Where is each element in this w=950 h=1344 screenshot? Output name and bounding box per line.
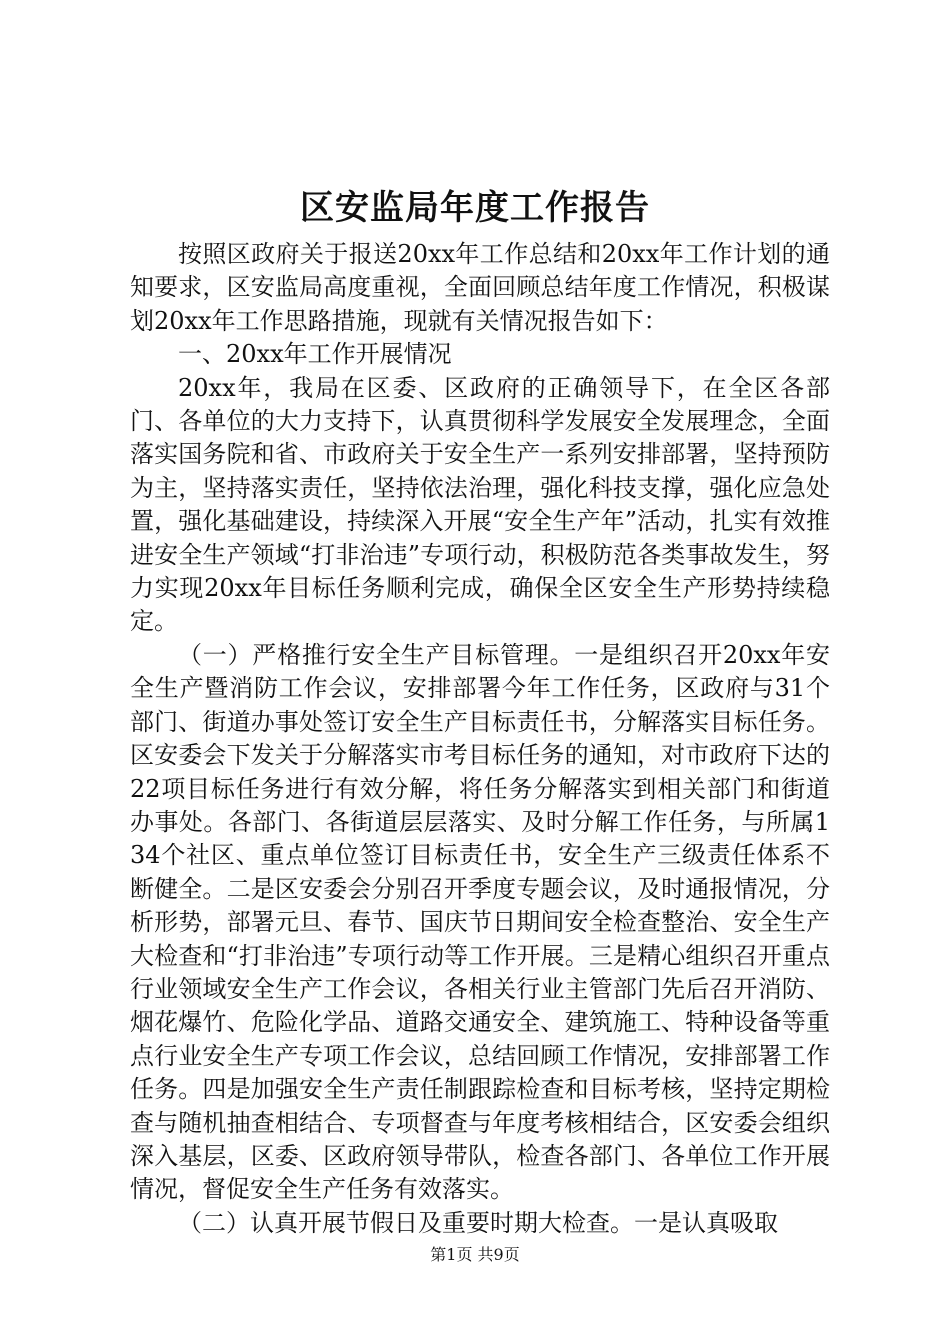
paragraph-overview: 20xx年，我局在区委、区政府的正确领导下，在全区各部门、各单位的大力支持下，认真贯彻科学发展安全发展理念，全面落实国务院和省、市政府关于安全生产一系列安排部署，坚持预防为主，坚持落实责任，坚持依法治理，强化科技支撑，强化应急处置，强化基础建设，持续深入开展“安全生产年”活动，扎实有效推进安全生产领域“打非治违”专项行动，积极防范各类事故发生，努力实现20xx年目标任务顺利完成，确保全区安全生产形势持续稳定。 (130, 373, 830, 636)
document-body (130, 238, 830, 1240)
document-title: 区安监局年度工作报告 (300, 188, 650, 228)
paragraph-target-management: （一）严格推行安全生产目标管理。一是组织召开20xx年安全生产暨消防工作会议，安排部署今年工作任务，区政府与31个部门、街道办事处签订安全生产目标责任书，分解落实目标任务。区安委会下发关于分解落实市考目标任务的通知，对市政府下达的22项目标任务进行有效分解，将任务分解落实到相关部门和街道办事处。各部门、各街道层层落实、及时分解工作任务，与所属134个社区、重点单位签订目标责任书，安全生产三级责任体系不断健全。二是区安委会分别召开季度专题会议，及时通报情况，分析形势，部署元旦、春节、国庆节日期间安全检查整治、安全生产大检查和“打非治违”专项行动等工作开展。三是精心组织召开重点行业领域安全生产工作会议，各相关行业主管部门先后召开消防、烟花爆竹、危险化学品、道路交通安全、建筑施工、特种设备等重点行业安全生产专项工作会议，总结回顾工作情况，安排部署工作任务。四是加强安全生产责任制跟踪检查和目标考核，坚持定期检查与随机抽查相结合、专项督查与年度考核相结合，区安委会组织深入基层，区委、区政府领导带队，检查各部门、各单位工作开展情况，督促安全生产任务有效落实。 (130, 640, 830, 1204)
paragraph-holiday-inspection: （二）认真开展节假日及重要时期大检查。一是认真吸取 (178, 1208, 778, 1237)
page-footer: 第1页 共9页 (430, 1245, 520, 1264)
section-heading: 一、20xx年工作开展情况 (178, 340, 452, 369)
paragraph-intro: 按照区政府关于报送20xx年工作总结和20xx年工作计划的通知要求，区安监局高度重视，全面回顾总结年度工作情况，积极谋划20xx年工作思路措施，现就有关情况报告如下： (130, 240, 830, 335)
